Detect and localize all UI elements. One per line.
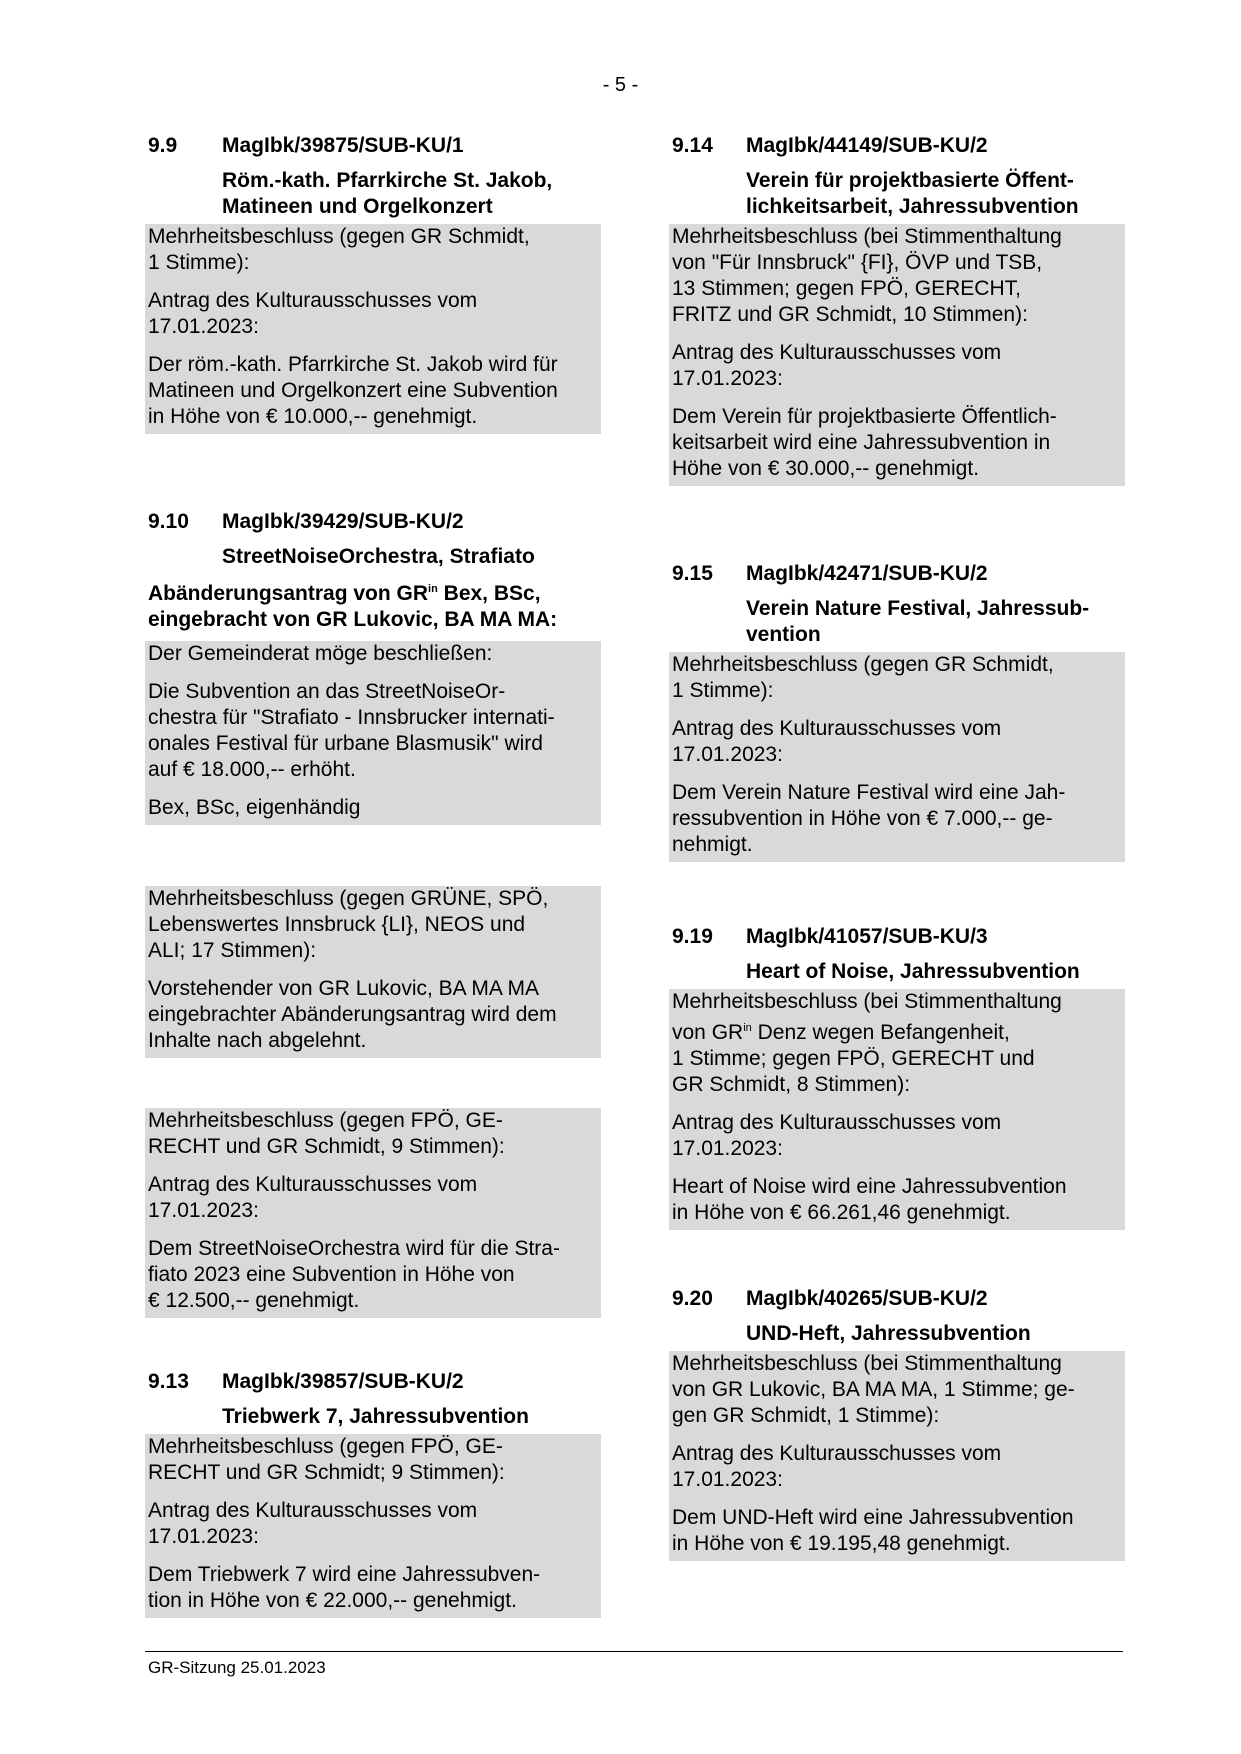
- item-9-15: [669, 558, 1125, 862]
- page-number: - 5 -: [602, 74, 639, 96]
- resolution-box: Mehrheitsbeschluss (gegen GR Schmidt, 1 Stimme): Antrag des Kulturausschusses vom 17.01.2023: Dem Verein Nature Festival wird eine Jah- ressubvention in Höhe von € 7.000,-- ge- nehmigt.: [669, 652, 1125, 862]
- item-code: MagIbk/39857/SUB-KU/2: [222, 1370, 464, 1393]
- amendment-box: Der Gemeinderat möge beschließen: Die Subvention an das StreetNoiseOr- chestra für "Strafiato - Innsbrucker internati- onales Festival für urbane Blasmusik" wird auf € 18.000,-- erhöht. Bex, BSc, eigenhändig: [145, 641, 601, 825]
- item-number: 9.20: [672, 1287, 713, 1310]
- item-title: Verein Nature Festival, Jahressub- vention: [746, 597, 1090, 646]
- item-code: MagIbk/44149/SUB-KU/2: [746, 134, 988, 157]
- item-title: UND-Heft, Jahressubvention: [746, 1322, 1031, 1345]
- item-9-10: [145, 506, 601, 825]
- item-9-9: [145, 130, 601, 434]
- footer-text: GR-Sitzung 25.01.2023: [148, 1658, 326, 1677]
- amendment-vote-box: Mehrheitsbeschluss (gegen GRÜNE, SPÖ, Lebenswertes Innsbruck {LI}, NEOS und ALI; 17 Stimmen): Vorstehender von GR Lukovic, BA MA MA eingebrachter Abänderungsantrag wird dem Inhalte nach abgelehnt.: [145, 886, 601, 1058]
- item-number: 9.10: [148, 510, 189, 533]
- item-title: Heart of Noise, Jahressubvention: [746, 960, 1080, 983]
- item-code: MagIbk/39429/SUB-KU/2: [222, 510, 464, 533]
- item-9-20: [669, 1283, 1125, 1561]
- resolution-box: Mehrheitsbeschluss (bei Stimmenthaltung von "Für Innsbruck" {FI}, ÖVP und TSB, 13 Stimmen; gegen FPÖ, GERECHT, FRITZ und GR Schmidt, 10 Stimmen): Antrag des Kulturausschusses vom 17.01.2023: Dem Verein für projektbasierte Öffentlich- keitsarbeit wird eine Jahressubvention in Höhe von € 30.000,-- genehmigt.: [669, 224, 1125, 486]
- resolution-box-9-10: Mehrheitsbeschluss (gegen FPÖ, GE- RECHT und GR Schmidt, 9 Stimmen): Antrag des Kulturausschusses vom 17.01.2023: Dem StreetNoiseOrchestra wird für die Stra- fiato 2023 eine Subvention in Höhe von € 12.500,-- genehmigt.: [145, 1108, 601, 1318]
- item-title: StreetNoiseOrchestra, Strafiato: [222, 545, 535, 568]
- item-9-13: [145, 1366, 601, 1618]
- resolution-box: Mehrheitsbeschluss (bei Stimmenthaltung von GR Lukovic, BA MA MA, 1 Stimme; ge- gen GR Schmidt, 1 Stimme): Antrag des Kulturausschusses vom 17.01.2023: Dem UND-Heft wird eine Jahressubvention in Höhe von € 19.195,48 genehmigt.: [669, 1351, 1125, 1561]
- item-code: MagIbk/40265/SUB-KU/2: [746, 1287, 988, 1310]
- decision-text: Der röm.-kath. Pfarrkirche St. Jakob wird für Matineen und Orgelkonzert eine Subvention in Höhe von € 10.000,-- genehmigt.: [148, 353, 558, 428]
- item-code: MagIbk/39875/SUB-KU/1: [222, 134, 464, 157]
- item-9-19: [669, 921, 1125, 1230]
- amendment-heading: Abänderungsantrag von $GR^{in}$ Bex, BSc, eingebracht von GR Lukovic, BA MA MA:: [148, 582, 558, 631]
- item-number: 9.9: [148, 134, 178, 157]
- resolution-box: Mehrheitsbeschluss (bei Stimmenthaltung von $GR^{in}$ Denz wegen Befangenheit, 1 Stimme; gegen FPÖ, GERECHT und GR Schmidt, 8 Stimmen): Antrag des Kulturausschusses vom 17.01.2023: Heart of Noise wird eine Jahressubvention in Höhe von € 66.261,46 genehmigt.: [669, 989, 1125, 1230]
- vote-text: Mehrheitsbeschluss (gegen GR Schmidt, 1 Stimme):: [148, 225, 530, 274]
- motion-text: Antrag des Kulturausschusses vom 17.01.2023:: [148, 289, 478, 338]
- item-title: Triebwerk 7, Jahressubvention: [222, 1405, 529, 1428]
- item-number: 9.15: [672, 562, 713, 585]
- resolution-box: Mehrheitsbeschluss (gegen FPÖ, GE- RECHT und GR Schmidt; 9 Stimmen): Antrag des Kulturausschusses vom 17.01.2023: Dem Triebwerk 7 wird eine Jahressubven- tion in Höhe von € 22.000,-- genehmigt.: [145, 1434, 601, 1618]
- resolution-box: [145, 224, 601, 434]
- item-number: 9.13: [148, 1370, 189, 1393]
- item-number: 9.14: [672, 134, 713, 157]
- item-code: MagIbk/41057/SUB-KU/3: [746, 925, 988, 948]
- item-title: Röm.-kath. Pfarrkirche St. Jakob, Matineen und Orgelkonzert: [222, 169, 553, 218]
- item-code: MagIbk/42471/SUB-KU/2: [746, 562, 988, 585]
- item-title: Verein für projektbasierte Öffent- lichkeitsarbeit, Jahressubvention: [746, 169, 1079, 218]
- footer-divider: [145, 1651, 1123, 1652]
- item-9-14: [669, 130, 1125, 486]
- item-number: 9.19: [672, 925, 713, 948]
